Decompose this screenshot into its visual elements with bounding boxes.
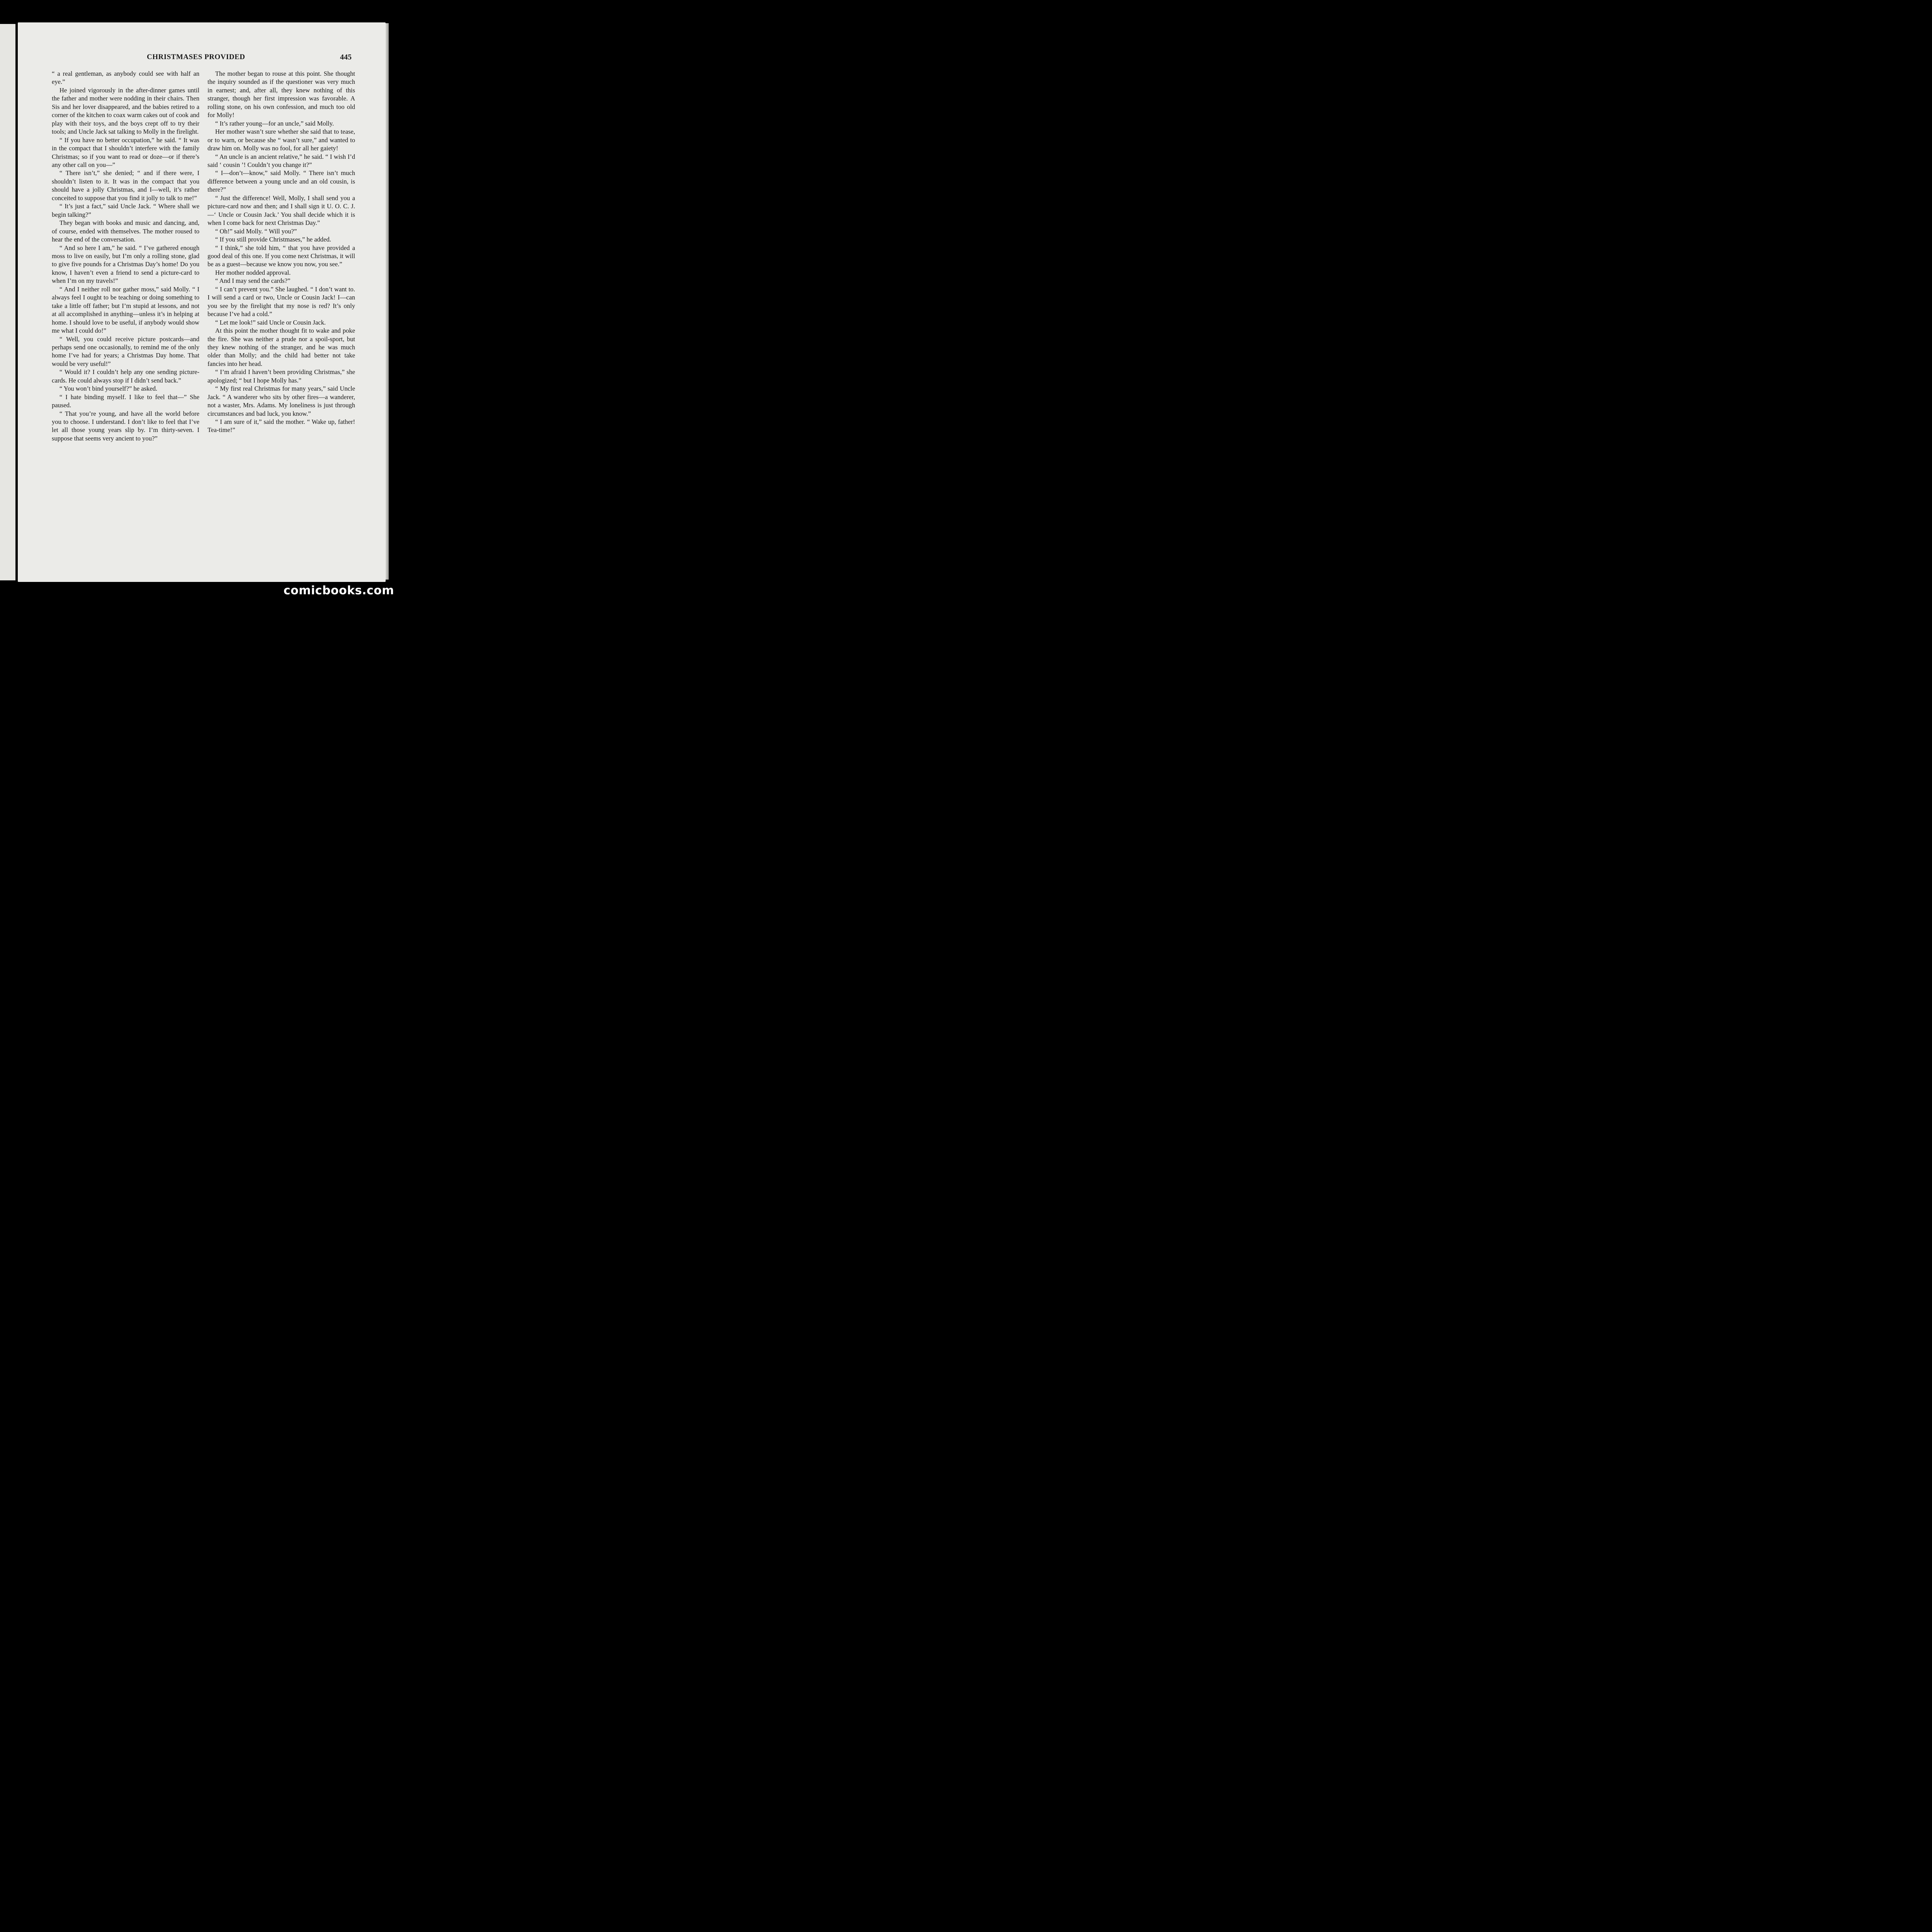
paragraph: “ My first real Christmas for many years,” said Uncle Jack. “ A wanderer who sits by other fires—a wanderer, not a waster, Mrs. Adams. My loneliness is just through circumstances and bad luck, you know.” (207, 385, 355, 417)
page-number: 445 (340, 53, 352, 61)
paragraph: Her mother wasn’t sure whether she said that to tease, or to warn, or because she “ wasn’t sure,” and wanted to draw him on. Molly was no fool, for all her gaiety! (207, 128, 355, 152)
right-text-column (207, 70, 355, 434)
paragraph: “ You won’t bind yourself?” he asked. (59, 385, 158, 393)
left-text-column (52, 70, 199, 442)
paragraph: “ It’s rather young—for an uncle,” said Molly. (215, 119, 334, 127)
page-edge-shadow (386, 23, 389, 580)
paragraph: They began with books and music and dancing, and, of course, ended with themselves. The mother roused to hear the end of the conversation. (52, 219, 199, 243)
facing-page-edge (0, 24, 15, 580)
paragraph: “ Well, you could receive picture postcards—and perhaps send one occasionally, to remind me of the only home I’ve had for years; a Christmas Day home. That would be very useful!” (52, 335, 199, 367)
paragraph: “ Would it? I couldn’t help any one sending picture-cards. He could always stop if I didn’t send back.” (52, 368, 199, 384)
paragraph: “ That you’re young, and have all the world before you to choose. I understand. I don’t like to feel that I’ve let all those young years slip by. I’m thirty-seven. I suppose that seems very ancient to you?” (52, 410, 199, 442)
paragraph: “ If you still provide Christmases,” he added. (215, 236, 331, 243)
running-head: CHRISTMASES PROVIDED (147, 53, 245, 61)
paragraph: “ There isn’t,” she denied; “ and if there were, I shouldn’t listen to it. It was in the compact that you should have a jolly Christmas, and I—well, it’s rather conceited to suppose that you find it jolly to talk to me!” (52, 169, 199, 202)
paragraph: “ I—don’t—know,” said Molly. “ There isn’t much difference between a young uncle and an old cousin, is there?” (207, 169, 355, 194)
paragraph: “ An uncle is an ancient relative,” he said. “ I wish I’d said ‘ cousin ’! Couldn’t you change it?” (207, 153, 355, 168)
paragraph: “ I’m afraid I haven’t been providing Christmas,” she apologized; “ but I hope Molly has.” (207, 368, 355, 384)
paragraph: “ Oh!” said Molly. “ Will you?” (215, 227, 297, 235)
site-watermark: comicbooks.com (283, 584, 394, 597)
paragraph: “ Just the difference! Well, Molly, I shall send you a picture-card now and then; and I shall sign it U. O. C. J.—‘ Uncle or Cousin Jack.’ You shall decide which it is when I come back for next Christmas Day.” (207, 194, 355, 227)
paragraph: “ a real gentleman, as anybody could see with half an eye.” (52, 70, 199, 86)
paragraph: “ And so here I am,” he said. “ I’ve gathered enough moss to live on easily, but I’m only a rolling stone, glad to give five pounds for a Christmas Day’s home! Do you know, I haven’t even a friend to send a picture-card to when I’m on my travels!” (52, 244, 199, 285)
paragraph: “ And I may send the cards?” (215, 277, 291, 285)
paragraph: “ And I neither roll nor gather moss,” said Molly. “ I always feel I ought to be teaching or doing something to take a little off father; but I’m stupid at lessons, and not at all accomplished in anything—unless it’s in helping at home. I should love to be useful, if anybody would show me what I could do!” (52, 285, 199, 335)
paragraph: “ I hate binding myself. I like to feel that—” She paused. (52, 393, 199, 409)
paragraph: He joined vigorously in the after-dinner games until the father and mother were nodding in their chairs. Then Sis and her lover disappeared, and the babies retired to a corner of the kitchen to coax warm cakes out of cook and play with their toys, and the boys crept off to try their tools; and Uncle Jack sat talking to Molly in the firelight. (52, 86, 199, 136)
paragraph: “ I think,” she told him, “ that you have provided a good deal of this one. If you come next Christmas, it will be as a guest—because we know you now, you see.” (207, 244, 355, 268)
paragraph: Her mother nodded approval. (215, 269, 291, 276)
paragraph: At this point the mother thought fit to wake and poke the fire. She was neither a prude nor a spoil-sport, but they knew nothing of the stranger, and he was much older than Molly; and the child had better not take fancies into her head. (207, 327, 355, 367)
paragraph: “ It’s just a fact,” said Uncle Jack. “ Where shall we begin talking?” (52, 202, 199, 218)
paragraph: “ I can’t prevent you.” She laughed. “ I don’t want to. I will send a card or two, Uncle or Cousin Jack! I—can you see by the firelight that my nose is red? It’s only because I’ve had a cold.” (207, 285, 355, 318)
paragraph: The mother began to rouse at this point. She thought the inquiry sounded as if the questioner was very much in earnest; and, after all, they knew nothing of this stranger, though her first impression was favorable. A rolling stone, on his own confession, and much too old for Molly! (207, 70, 355, 119)
paragraph: “ Let me look!” said Uncle or Cousin Jack. (215, 318, 326, 326)
paragraph: “ I am sure of it,” said the mother. “ Wake up, father! Tea-time!” (207, 418, 355, 434)
paragraph: “ If you have no better occupation,” he said. “ It was in the compact that I shouldn’t interfere with the family Christmas; so if you want to read or doze—or if there’s any other call on you—” (52, 136, 199, 168)
